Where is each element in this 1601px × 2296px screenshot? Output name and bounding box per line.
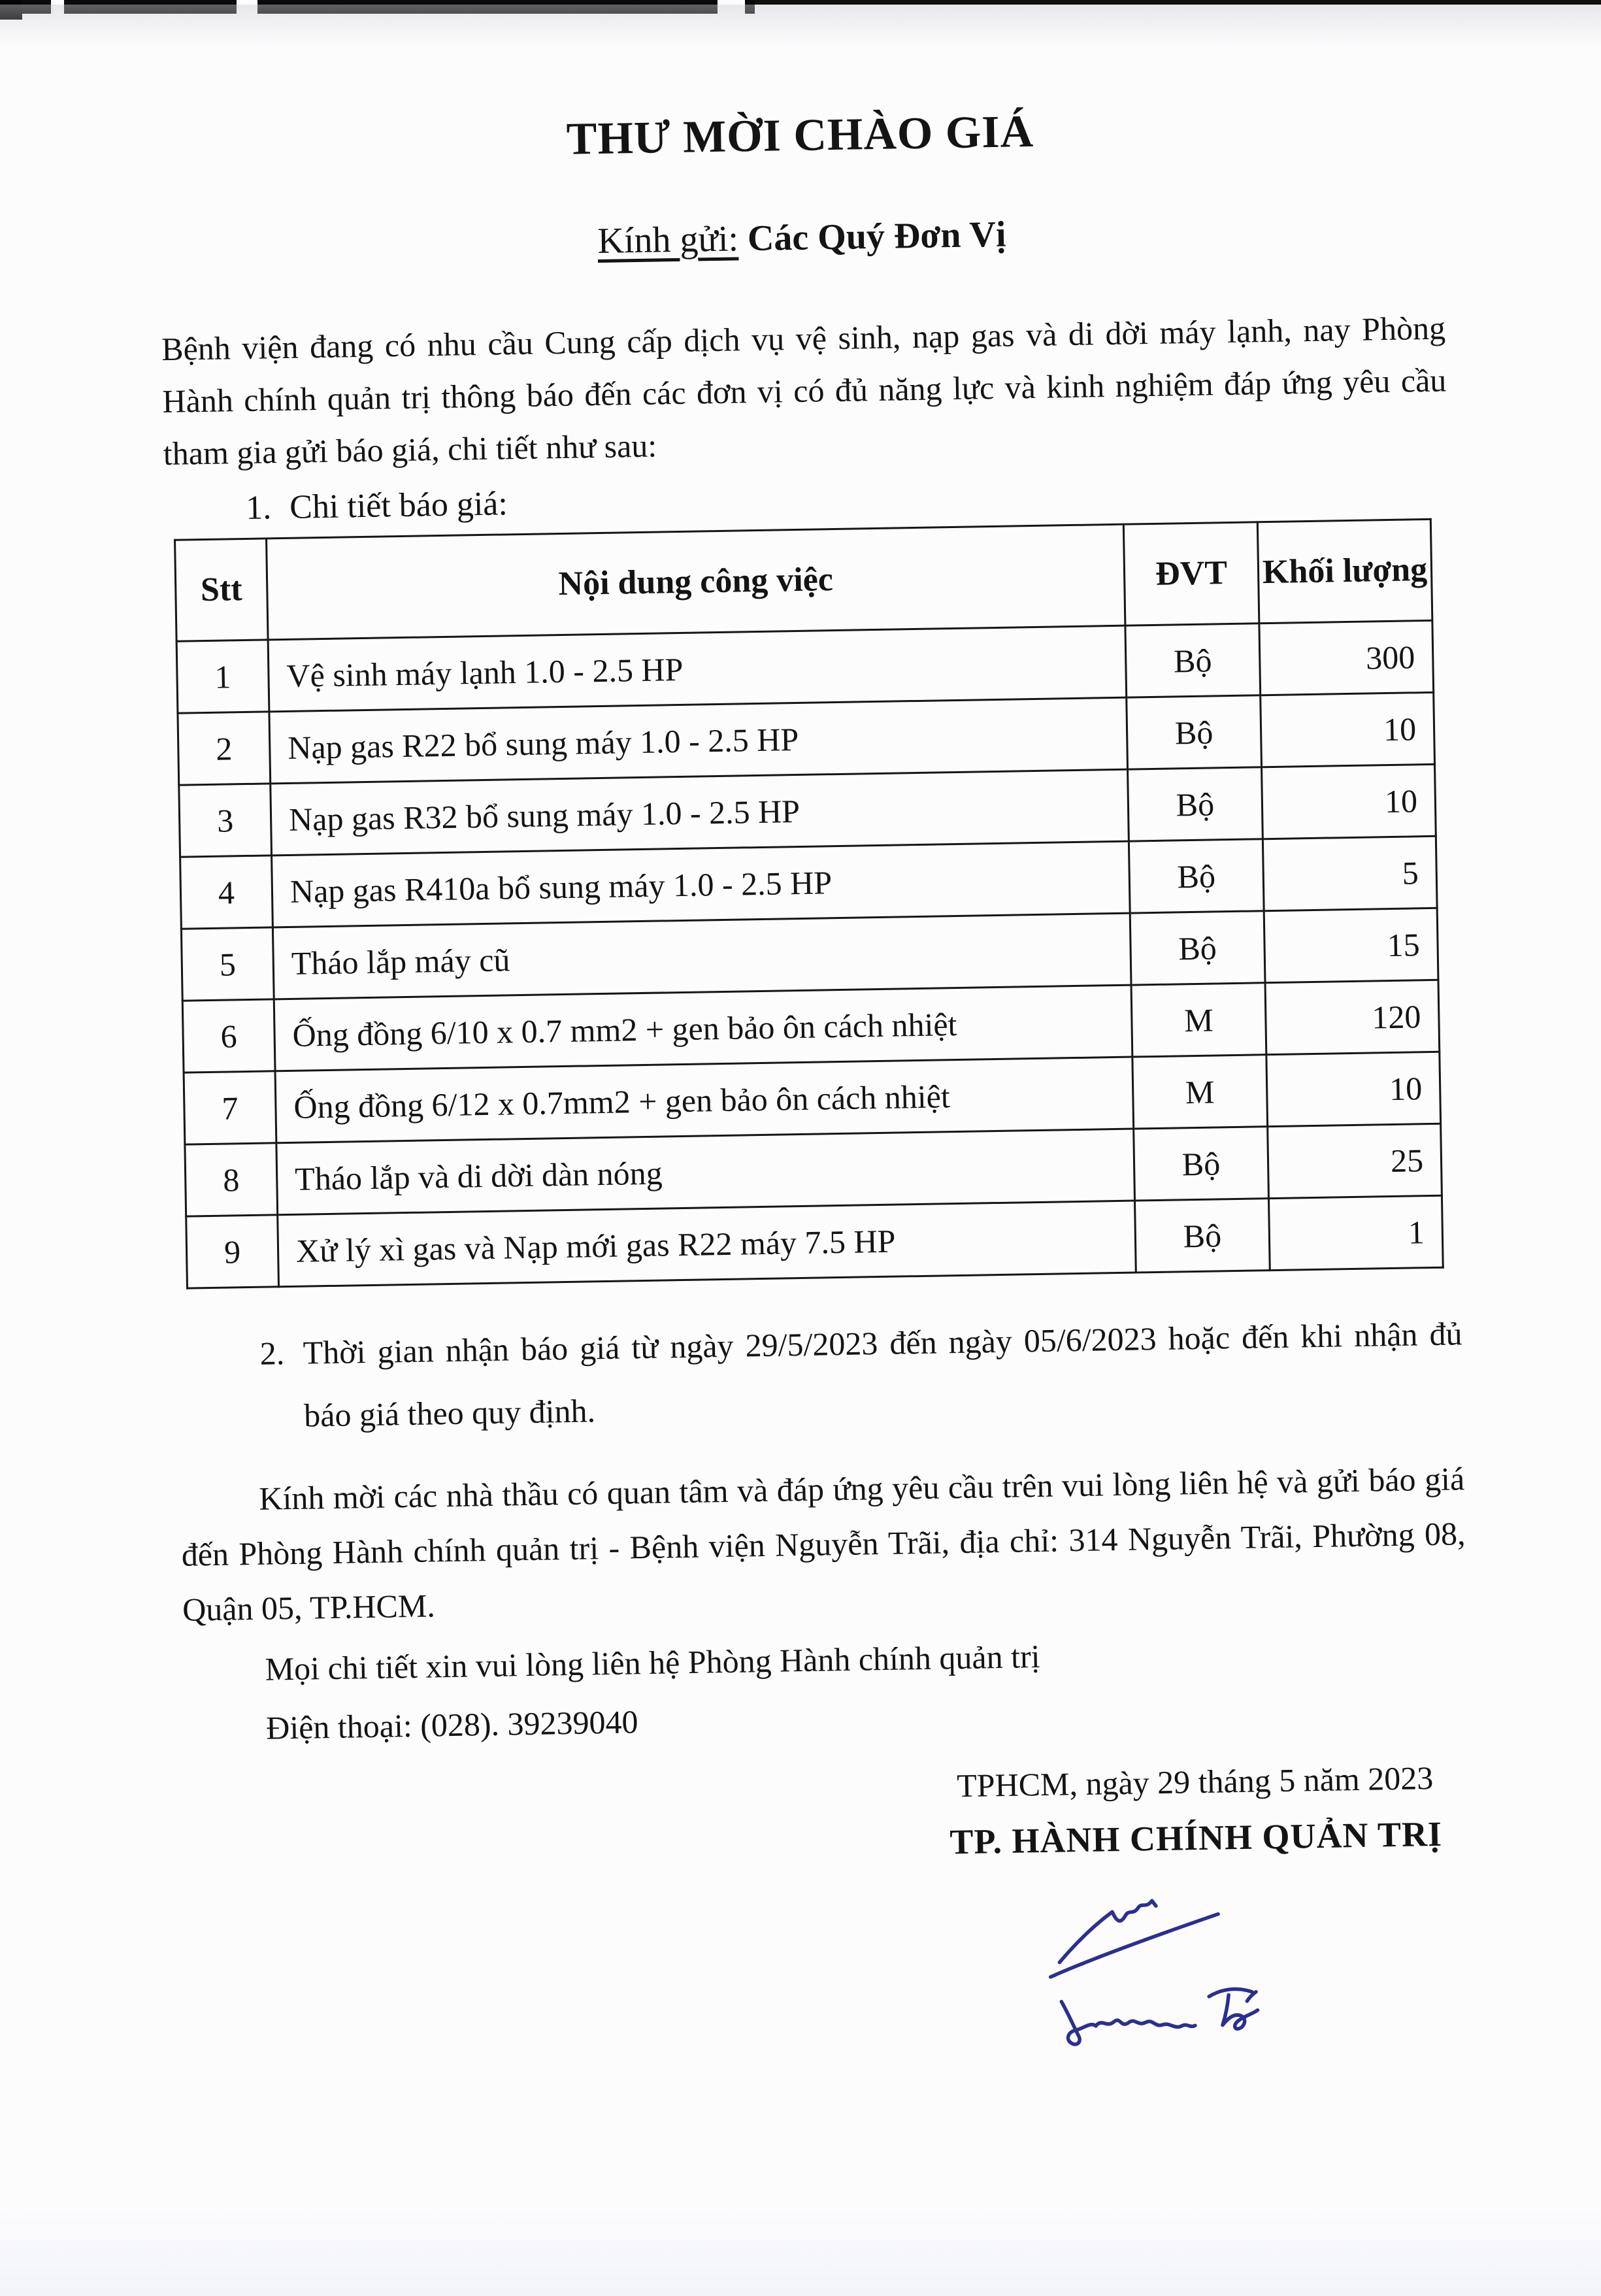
cell-quantity: 1 [1268, 1195, 1443, 1270]
date-line: TPHCM, ngày 29 tháng 5 năm 2023 [956, 1759, 1434, 1805]
cell-quantity: 5 [1263, 836, 1437, 910]
quote-table-body [176, 620, 1443, 1288]
cell-work: Xử lý xì gas và Nạp mới gas R22 máy 7.5 HP [278, 1201, 1136, 1287]
cell-unit: Bộ [1135, 1199, 1270, 1273]
header-quantity: Khối lượng [1257, 519, 1432, 623]
cell-quantity: 10 [1262, 764, 1436, 839]
cell-quantity: 25 [1268, 1123, 1442, 1198]
section2-number: 2. [259, 1335, 285, 1372]
cell-stt: 1 [176, 640, 269, 713]
quote-table [174, 518, 1444, 1289]
cell-work: Vệ sinh máy lạnh 1.0 - 2.5 HP [268, 625, 1127, 712]
cell-stt: 9 [186, 1215, 279, 1288]
salutation-label: Kính gửi: [597, 218, 739, 261]
cell-work: Ống đồng 6/12 x 0.7mm2 + gen bảo ôn cách nhiệt [275, 1057, 1134, 1143]
section1-number: 1. [245, 489, 272, 527]
signature-block [946, 1759, 1447, 2064]
cell-stt: 7 [184, 1071, 276, 1144]
cell-stt: 6 [182, 999, 275, 1073]
cell-work: Nạp gas R410a bổ sung máy 1.0 - 2.5 HP [272, 841, 1131, 927]
cell-unit: Bộ [1134, 1127, 1269, 1201]
section2-text: Thời gian nhận báo giá từ ngày 29/5/2023 đến ngày 05/6/2023 hoặc đến khi nhận đủ báo giá theo quy định. [303, 1315, 1462, 1434]
cell-stt: 8 [185, 1143, 278, 1216]
contact-line: Mọi chi tiết xin vui lòng liên hệ Phòng Hành chính quản trị [265, 1638, 1040, 1688]
section1-title: Chi tiết báo giá: [289, 485, 508, 526]
section2-item [259, 1302, 1464, 1447]
page-title: THƯ MỜI CHÀO GIÁ [566, 106, 1034, 165]
phone-line: Điện thoại: (028). 39239040 [265, 1703, 638, 1746]
cell-quantity: 15 [1264, 908, 1438, 982]
cell-work: Ống đồng 6/10 x 0.7 mm2 + gen bảo ôn cách nhiệt [274, 985, 1132, 1071]
signer-title: TP. HÀNH CHÍNH QUẢN TRỊ [949, 1814, 1443, 1862]
cell-stt: 4 [180, 856, 273, 929]
invitation-paragraph: Kính mời các nhà thầu có quan tâm và đáp ứng yêu cầu trên vui lòng liên hệ và gửi báo giá đến Phòng Hành chính quản trị - Bệnh viện Nguyễn Trãi, địa chỉ: 314 Nguyễn Trãi, Phường 08, Quận 05, TP.HCM. [181, 1460, 1466, 1628]
cell-work: Tháo lắp và di dời dàn nóng [276, 1129, 1135, 1215]
cell-quantity: 120 [1265, 980, 1440, 1054]
cell-work: Tháo lắp máy cũ [272, 913, 1131, 999]
signature-area [948, 1873, 1402, 2063]
cell-quantity: 10 [1261, 692, 1435, 767]
section1-heading [246, 469, 1449, 527]
scan-bottom-tint [0, 2204, 1601, 2296]
header-unit: ĐVT [1123, 522, 1259, 625]
cell-unit: Bộ [1129, 839, 1264, 913]
cell-stt: 3 [179, 784, 272, 857]
cell-work: Nạp gas R22 bổ sung máy 1.0 - 2.5 HP [269, 697, 1128, 784]
cell-unit: M [1131, 983, 1266, 1057]
salutation-recipient: Các Quý Đơn Vị [747, 214, 1007, 259]
cell-unit: M [1132, 1055, 1268, 1129]
cell-stt: 2 [178, 712, 271, 785]
cell-work: Nạp gas R32 bổ sung máy 1.0 - 2.5 HP [271, 769, 1129, 856]
cell-unit: Bộ [1125, 624, 1261, 697]
cell-unit: Bộ [1128, 767, 1263, 841]
salutation-line [159, 207, 1444, 270]
cell-unit: Bộ [1127, 695, 1262, 769]
cell-quantity: 300 [1259, 620, 1434, 695]
handwritten-signature [1020, 1874, 1330, 2063]
cell-unit: Bộ [1130, 911, 1265, 985]
header-work: Nội dung công việc [267, 524, 1125, 640]
header-stt: Stt [175, 539, 269, 641]
cell-quantity: 10 [1266, 1052, 1441, 1126]
intro-paragraph: Bệnh viện đang có nhu cầu Cung cấp dịch vụ vệ sinh, nạp gas và di dời máy lạnh, nay Phòng Hành chính quản trị thông báo đến các đơn vị có đủ năng lực và kinh nghiệm đáp ứng yêu cầu tham gia gửi báo giá, chi tiết như sau: [161, 309, 1447, 473]
cell-stt: 5 [181, 927, 274, 1001]
